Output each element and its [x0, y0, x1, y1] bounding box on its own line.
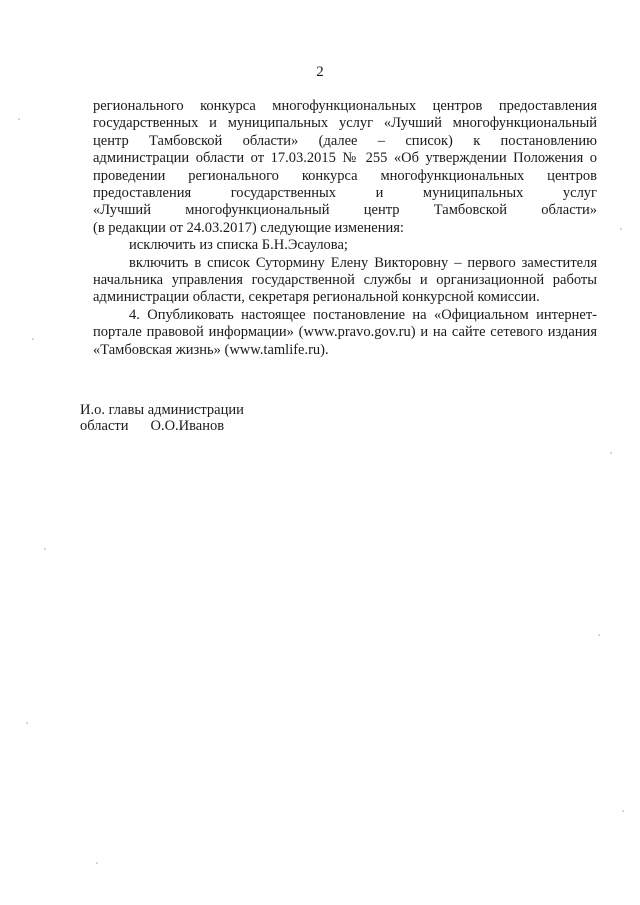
scan-speck — [622, 810, 624, 812]
scan-speck — [32, 338, 34, 340]
page-number: 2 — [316, 64, 324, 80]
signatory-title-line-2 — [80, 418, 244, 434]
exclude-item: исключить из списка Б.Н.Эсаулова; — [129, 237, 348, 254]
include-item: включить в список Сутормину Елену Викторовну – первого заместителя начальника управления государственной службы и организационной работы администрации области, секретаря региональной конкурсной комиссии. — [93, 254, 597, 306]
paragraph-line-1: регионального конкурса многофункциональных центров предоставления — [93, 98, 597, 114]
signatory-title-line-1: И.о. главы администрации — [80, 402, 244, 418]
paragraph-line-8: (в редакции от 24.03.2017) следующие изменения: — [93, 219, 404, 236]
paragraph-line-5: проведении регионального конкурса многофункциональных центров — [93, 167, 597, 184]
signature-block — [80, 402, 244, 434]
scan-speck — [620, 228, 622, 230]
document-body — [93, 98, 597, 359]
scan-speck — [18, 118, 20, 120]
paragraph-line-3: центр Тамбовской области» (далее – список) к постановлению — [93, 132, 597, 149]
paragraph-line-6: предоставления государственных и муниципальных услуг — [93, 185, 597, 202]
paragraph-line-7: «Лучший многофункциональный центр Тамбовской области» — [93, 202, 597, 219]
paragraph-line-4: администрации области от 17.03.2015 № 255 «Об утверждении Положения о — [93, 150, 597, 167]
signatory-title-line-2-text: области — [80, 418, 129, 434]
scan-speck — [610, 452, 612, 454]
publish-item: 4. Опубликовать настоящее постановление на «Официальном интернет-портале правовой информации» (www.pravo.gov.ru) и на сайте сетевого издания «Тамбовская жизнь» (www.tamlife.ru). — [93, 306, 597, 358]
signatory-name: О.О.Иванов — [150, 418, 225, 434]
scan-speck — [598, 634, 600, 636]
scan-speck — [26, 722, 28, 724]
paragraph-line-2: государственных и муниципальных услуг «Лучший многофункциональный — [93, 115, 597, 132]
scan-speck — [96, 862, 98, 864]
scan-speck — [44, 548, 46, 550]
